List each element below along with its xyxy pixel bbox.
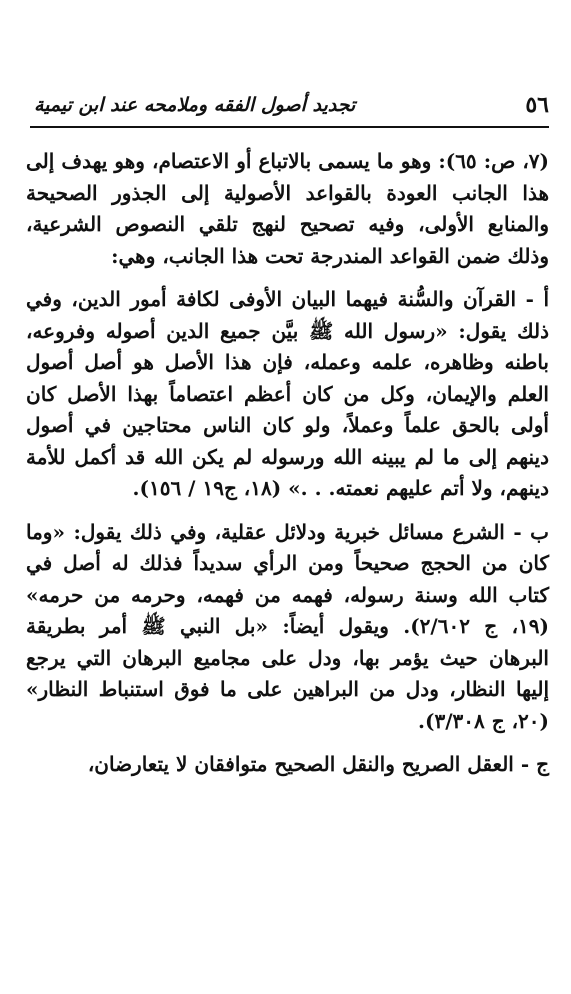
section-alif-paragraph: أ - القرآن والسُّنة فيهما البيان الأوفى لكافة أمور الدين، وفي ذلك يقول: «رسول الله ﷺ بيَّن جميع الدين أصوله وفروعه، باطنه وظاهره، علمه وعمله، فإن هذا الأصل هو أصل أصول العلم والإيمان، وكل من كان أعظم اعتصاماً بهذا الأصل كان أولى بالحق علماً وعملاً، ولو كان الناس محتاجين في أصول دينهم إلى ما لم يبينه الله ورسوله لم يكن الله قد أكمل للأمة دينهم، ولا أتم عليهم نعمته. . .» (١٨، ج١٩ / ١٥٦). bbox=[26, 287, 549, 500]
intro-paragraph: (٧، ص: ٦٥): وهو ما يسمى بالاتباع أو الاعتصام، وهو يهدف إلى هذا الجانب العودة بالقواعد الأصولية إلى الجذور الصحيحة والمنابع الأولى، وفيه تصحيح لنهج تلقي النصوص الشرعية، وذلك ضمن القواعد المندرجة تحت هذا الجانب، وهي: bbox=[26, 149, 549, 268]
page-header bbox=[30, 86, 549, 128]
section-jim-paragraph: ج - العقل الصريح والنقل الصحيح متوافقان لا يتعارضان، bbox=[87, 752, 549, 776]
page-number: ٥٦ bbox=[525, 92, 549, 118]
page-body bbox=[26, 146, 549, 793]
running-title: تجديد أصول الفقه وملامحه عند ابن تيمية bbox=[34, 94, 356, 116]
section-ba-paragraph: ب - الشرع مسائل خبرية ودلائل عقلية، وفي ذلك يقول: «وما كان من الحجج صحيحاً ومن الرأي سديداً فذلك له أصل في كتاب الله وسنة رسوله، فهمه من فهمه، وحرمه من حرمه» (١٩، ج ٢/٦٠٢). ويقول أيضاً: «بل النبي ﷺ أمر بطريقة البرهان حيث يؤمر بها، ودل على مجاميع البرهان التي يرجع إليها النظار، ودل من البراهين على ما فوق استنباط النظار» (٢٠، ج ٣/٣٠٨). bbox=[26, 519, 549, 733]
